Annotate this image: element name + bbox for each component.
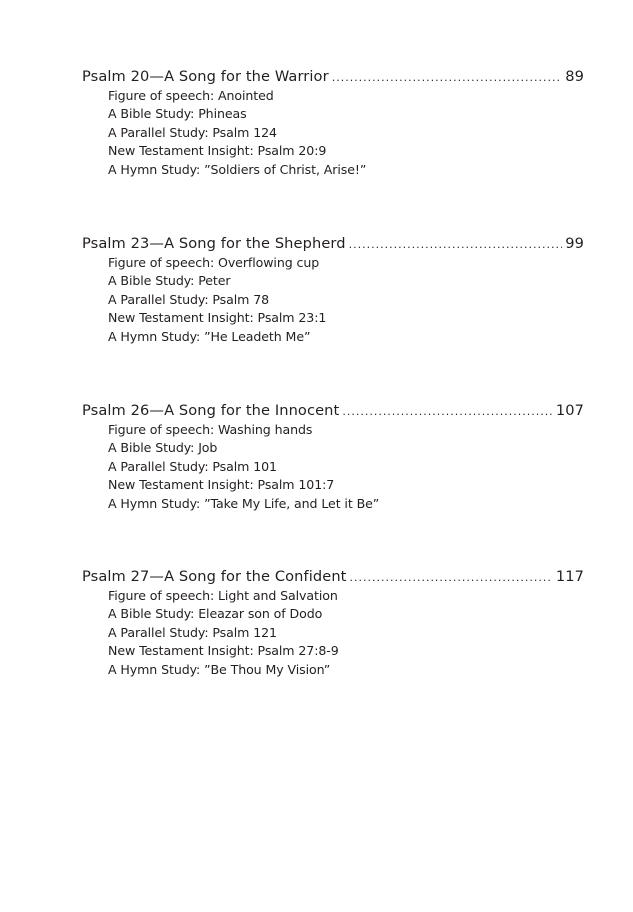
toc-page-number: 99 <box>565 235 584 252</box>
dot-leader <box>332 68 563 87</box>
toc-title: Psalm 27—A Song for the Confident <box>82 568 347 585</box>
toc-page-number: 117 <box>555 568 584 585</box>
toc-subitem-figure-of-speech: Figure of speech: Overflowing cup <box>108 255 320 270</box>
toc-subitem-hymn-study: A Hymn Study: ”Take My Life, and Let it Be” <box>108 495 380 511</box>
toc-subitem-parallel-study: A Parallel Study: Psalm 101 <box>108 458 277 474</box>
dot-leader <box>350 568 553 587</box>
toc-subitem-list <box>82 254 584 346</box>
toc-subitem-bible-study: A Bible Study: Job <box>108 440 218 456</box>
toc-subitem-bible-study: A Bible Study: Eleazar son of Dodo <box>108 606 323 622</box>
toc-heading[interactable] <box>82 401 584 421</box>
dot-leader <box>342 402 553 421</box>
toc-heading[interactable] <box>82 67 584 87</box>
toc-entry-psalm-23 <box>82 234 584 346</box>
toc-subitem-figure-of-speech: Figure of speech: Light and Salvation <box>108 588 338 603</box>
toc-subitem-parallel-study: A Parallel Study: Psalm 78 <box>108 291 270 307</box>
toc-entry-psalm-26 <box>82 401 584 513</box>
toc-subitem-nt-insight: New Testament Insight: Psalm 20:9 <box>108 143 327 159</box>
toc-subitem-hymn-study: A Hymn Study: ”Soldiers of Christ, Arise!” <box>108 161 367 177</box>
toc-title: Psalm 23—A Song for the Shepherd <box>82 235 346 252</box>
toc-subitem-figure-of-speech: Figure of speech: Anointed <box>108 88 274 103</box>
toc-heading[interactable] <box>82 567 584 587</box>
toc-subitem-nt-insight: New Testament Insight: Psalm 23:1 <box>108 310 327 326</box>
toc-subitem-bible-study: A Bible Study: Phineas <box>108 106 247 122</box>
toc-subitem-bible-study: A Bible Study: Peter <box>108 273 231 289</box>
toc-page-number: 89 <box>565 68 584 85</box>
toc-page-number: 107 <box>555 402 584 419</box>
dot-leader <box>349 235 563 254</box>
toc-heading[interactable] <box>82 234 584 254</box>
toc-title: Psalm 26—A Song for the Innocent <box>82 402 340 419</box>
toc-subitem-list <box>82 87 584 179</box>
toc-subitem-nt-insight: New Testament Insight: Psalm 101:7 <box>108 477 335 493</box>
toc-subitem-hymn-study: A Hymn Study: ”He Leadeth Me” <box>108 328 311 344</box>
toc-entry-psalm-20 <box>82 67 584 179</box>
toc-subitem-list <box>82 421 584 513</box>
toc-subitem-parallel-study: A Parallel Study: Psalm 124 <box>108 124 277 140</box>
toc-subitem-parallel-study: A Parallel Study: Psalm 121 <box>108 624 277 640</box>
toc-title: Psalm 20—A Song for the Warrior <box>82 68 329 85</box>
toc-subitem-figure-of-speech: Figure of speech: Washing hands <box>108 422 313 437</box>
toc-subitem-hymn-study: A Hymn Study: ”Be Thou My Vision” <box>108 661 331 677</box>
toc-subitem-nt-insight: New Testament Insight: Psalm 27:8-9 <box>108 643 339 659</box>
toc-entry-psalm-27 <box>82 567 584 679</box>
toc-subitem-list <box>82 587 584 679</box>
